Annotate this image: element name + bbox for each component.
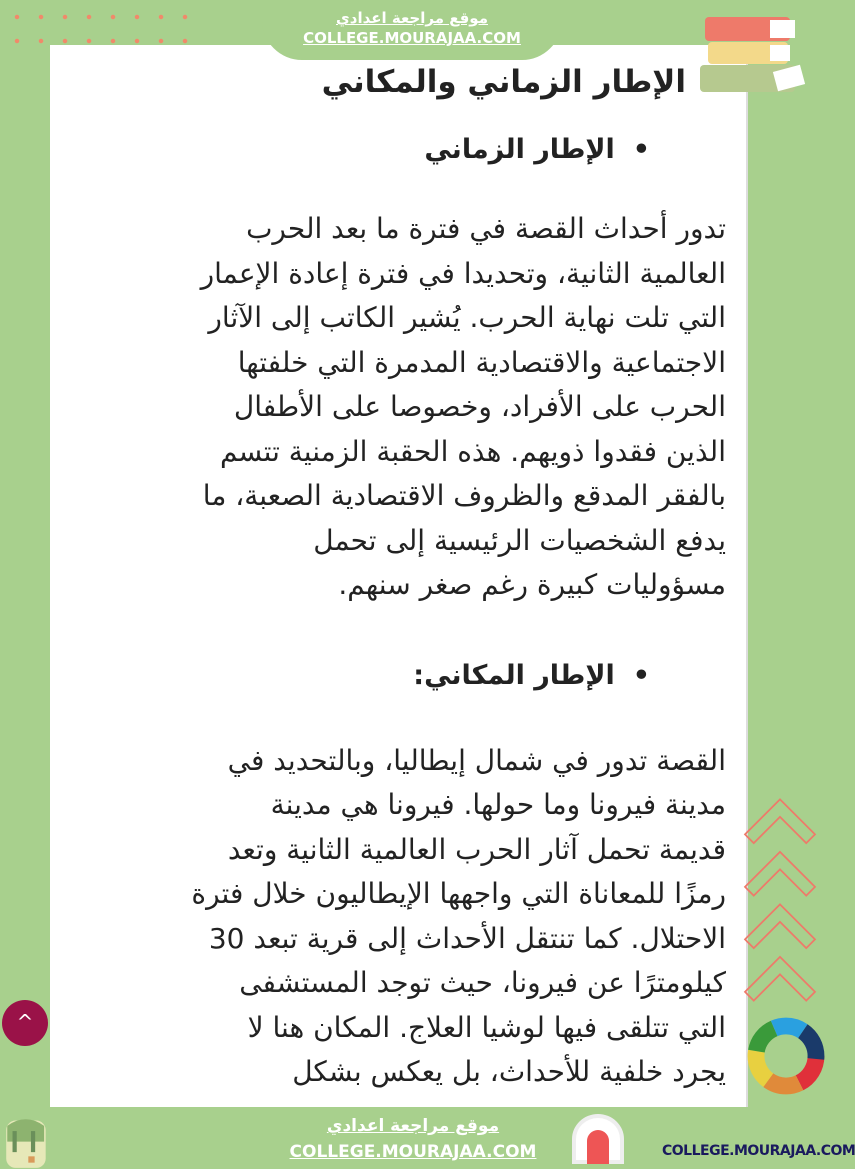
section-heading-time bbox=[46, 125, 726, 175]
paragraph-line: الذين فقدوا ذويهم. هذه الحقبة الزمنية تتسم bbox=[220, 434, 726, 468]
article bbox=[46, 55, 726, 1095]
header-site-url[interactable]: COLLEGE.MOURAJAA.COM bbox=[303, 29, 521, 47]
footer-site-url[interactable]: COLLEGE.MOURAJAA.COM bbox=[289, 1142, 537, 1162]
scroll-to-top-button[interactable]: ^ bbox=[2, 1000, 48, 1046]
paragraph-line: التي تلت نهاية الحرب. يُشير الكاتب إلى الآثار bbox=[208, 301, 726, 334]
bullet: • bbox=[632, 659, 650, 691]
document-page bbox=[50, 45, 748, 1107]
paragraph-line: القصة تدور في شمال إيطاليا، وبالتحديد في bbox=[227, 743, 726, 777]
paragraph-line: مدينة فيرونا وما حولها. فيرونا هي مدينة bbox=[270, 788, 726, 821]
header-site-tab bbox=[262, 0, 562, 60]
section-heading-place bbox=[46, 651, 726, 701]
footer-site-tab bbox=[262, 1108, 564, 1169]
books-icon bbox=[700, 12, 805, 97]
page-title: الإطار الزماني والمكاني bbox=[321, 64, 686, 100]
heading-text: الإطار الزماني bbox=[424, 134, 615, 165]
paragraph-line: يدفع الشخصيات الرئيسية إلى تحمل bbox=[313, 523, 726, 557]
paragraph-line: قديمة تحمل آثار الحرب العالمية الثانية وتعد bbox=[227, 832, 726, 866]
paragraph-line: الاحتلال. كما تنتقل الأحداث إلى قرية تبعد 30 bbox=[208, 921, 726, 955]
paragraph-line: يجرد خلفية للأحداث، بل يعكس بشكل bbox=[292, 1055, 726, 1088]
record-icon bbox=[587, 1130, 609, 1164]
chevrons-decoration-icon bbox=[745, 790, 815, 1010]
record-button[interactable] bbox=[572, 1114, 624, 1164]
paragraph-line: الحرب على الأفراد، وخصوصا على الأطفال bbox=[233, 390, 726, 423]
brand-text: COLLEGE.MOURAJAA.COM bbox=[662, 1143, 855, 1159]
paragraph-line: رمزًا للمعاناة التي واجهها الإيطاليون خلال فترة bbox=[191, 877, 726, 910]
paragraph-line: الاجتماعية والاقتصادية المدمرة التي خلفتها bbox=[237, 345, 726, 379]
school-subjects-wheel-icon bbox=[750, 1020, 822, 1092]
paragraph-line: كيلومترًا عن فيرونا، حيث توجد المستشفى bbox=[239, 966, 726, 999]
header-site-name[interactable]: موقع مراجعة اعدادي bbox=[336, 9, 488, 27]
footer-site-name[interactable]: موقع مراجعة اعدادي bbox=[326, 1116, 500, 1136]
paragraph-line: تدور أحداث القصة في فترة ما بعد الحرب bbox=[246, 212, 726, 245]
paragraph-line: بالفقر المدقع والظروف الاقتصادية الصعبة، ما bbox=[202, 479, 726, 512]
paragraph-line: مسؤوليات كبيرة رغم صغر سنهم. bbox=[338, 568, 726, 601]
paragraph-line: العالمية الثانية، وتحديدا في فترة إعادة الإعمار bbox=[200, 256, 726, 290]
heading-text: الإطار المكاني: bbox=[413, 659, 615, 691]
bullet: • bbox=[632, 134, 650, 165]
paragraph-line: التي تتلقى فيها لوشيا العلاج. المكان هنا لا bbox=[247, 1010, 726, 1044]
backpack-icon bbox=[2, 1110, 52, 1169]
